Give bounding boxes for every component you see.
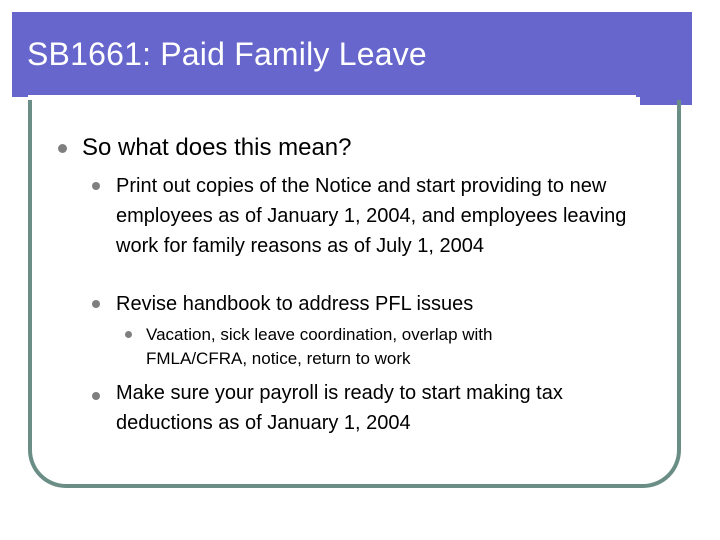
bullet-item-handbook: Revise handbook to address PFL issues bbox=[116, 293, 474, 315]
bullet-dot bbox=[58, 144, 67, 153]
bullet-dot bbox=[92, 300, 100, 308]
bullet-item-vacation: Vacation, sick leave coordination, overlap with FMLA/CFRA, notice, return to work bbox=[146, 325, 493, 368]
bullet-dot bbox=[92, 392, 100, 400]
bullet-item-payroll: Make sure your payroll is ready to start making tax deductions as of January 1, 2004 bbox=[116, 382, 563, 434]
bullet-dot bbox=[125, 331, 132, 338]
bullet-level1-text: So what does this mean? bbox=[82, 134, 352, 161]
bullet-dot bbox=[92, 182, 100, 190]
slide-title: SB1661: Paid Family Leave bbox=[27, 36, 427, 72]
title-underline bbox=[28, 95, 636, 98]
bullet-item-notice: Print out copies of the Notice and start providing to new employees as of January 1, 2004, and employees leaving work for family reasons as of July 1, 2004 bbox=[116, 175, 627, 257]
